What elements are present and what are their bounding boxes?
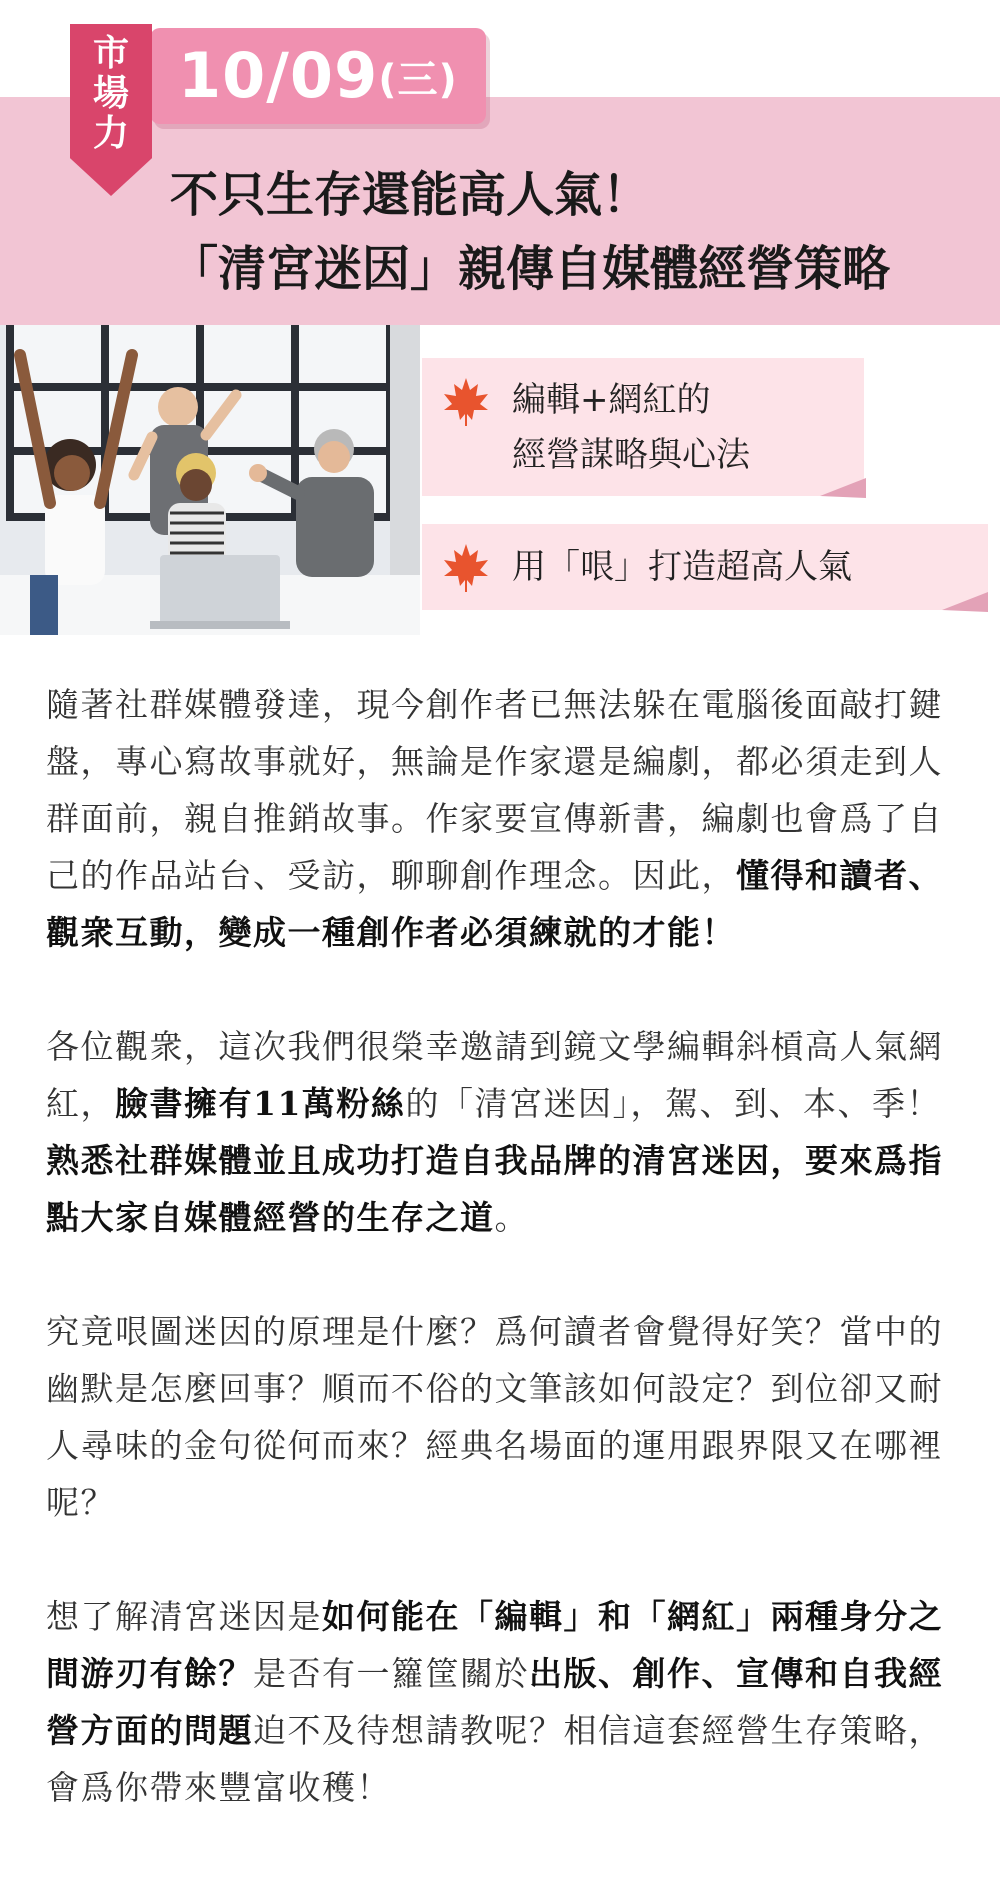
p1-text: 隨著社群媒體發達，現今創作者已無法躲在電腦後面敲打鍵盤，專心寫故事就好，無論是作家還是編劇，都必須走到人群面前，親自推銷故事。作家要宣傳新書，編劇也會爲了自己的作品站台、受訪，聊聊創作理念。因此， [46,685,943,895]
paragraph-2 [46,1018,946,1246]
paragraph-3: 究竟哏圖迷因的原理是什麼？爲何讀者會覺得好笑？當中的幽默是怎麼回事？順而不俗的文筆該如何設定？到位卻又耐人尋味的金句從何而來？經典名場面的運用跟界限又在哪裡呢？ [46,1312,943,1522]
p4-text-b: 是否有一籮筐關於 [253,1654,529,1693]
title-line-2: 「清宮迷因」親傳自媒體經營策略 [170,241,891,297]
paragraph-4 [46,1588,946,1816]
highlight-1-line-2: 經營謀略與心法 [512,435,750,475]
p4-text-c: 迫不及待想請教呢？相信這套經營生存策略，會爲你帶來豐富收穫！ [46,1711,943,1807]
p2-text-a: 各位觀衆，這次我們很榮幸邀請到鏡文學編輯斜槓高人氣網紅， [46,1027,943,1123]
p4-emphasis-b: 出版、創作、宣傳和自我經營方面的問題 [46,1654,943,1750]
ribbon-label: 市 場 力 [92,33,129,154]
event-date [178,40,458,116]
weekday: (三) [378,57,458,103]
page-title [170,158,890,306]
highlight-2-text: 用「哏」打造超高人氣 [512,547,852,587]
tag-fold-icon [820,468,868,502]
tag-fold-icon [942,582,990,616]
highlight-1-line-1: 編輯+網紅的 [512,380,711,420]
p2-emphasis-b: 熟悉社群媒體並且成功打造自我品牌的清宮迷因，要來爲指點大家自媒體經營的生存之道 [46,1141,943,1237]
date-value: 10/09 [178,39,379,112]
team-celebration-photo [0,325,420,635]
p4-emphasis-a: 如何能在「編輯」和「網紅」兩種身分之間游刃有餘？ [46,1597,943,1693]
maple-leaf-icon [438,540,494,596]
maple-leaf-icon [438,374,494,430]
paragraph-1 [46,676,946,961]
p4-text-a: 想了解清宮迷因是 [46,1597,322,1636]
p2-emphasis-a: 臉書擁有11萬粉絲 [115,1084,406,1123]
title-line-1: 不只生存還能高人氣！ [170,167,651,223]
p1-emphasis: 懂得和讀者、觀衆互動，變成一種創作者必須練就的才能！ [46,856,943,952]
p2-text-c: 。 [494,1198,529,1237]
article-body [46,676,946,1873]
p2-text-b: 的「清宮迷因」，駕、到、本、季！ [405,1084,941,1123]
